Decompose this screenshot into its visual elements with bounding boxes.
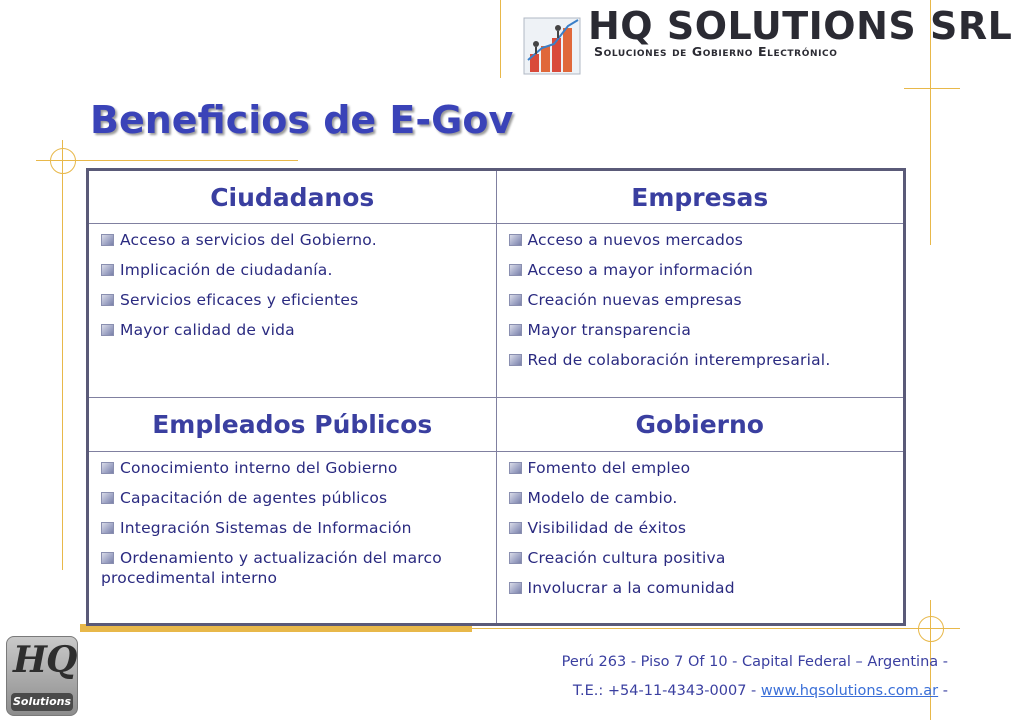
- benefit-text: Integración Sistemas de Información: [120, 519, 412, 537]
- hq-solutions-logo: [6, 636, 78, 716]
- benefit-list-ciudadanos: [101, 230, 486, 340]
- footer-contact: [573, 683, 948, 699]
- benefit-list-empresas: [509, 230, 894, 370]
- column-heading-ciudadanos: Ciudadanos: [88, 170, 497, 224]
- benefit-text: Acceso a mayor información: [527, 261, 753, 279]
- crosshair-decoration-left: [48, 146, 78, 176]
- benefit-text: Red de colaboración interempresarial.: [527, 351, 831, 369]
- list-item: [101, 458, 486, 478]
- page-title: Beneficios de E-Gov: [90, 98, 514, 142]
- footer-dash: -: [942, 683, 948, 699]
- list-item: [509, 548, 894, 568]
- list-item: [509, 230, 894, 250]
- bullet-icon: [509, 324, 522, 336]
- logo-hq-text: HQ: [13, 639, 77, 681]
- list-item: [101, 320, 486, 340]
- brand-title: HQ SOLUTIONS SRL: [588, 4, 1012, 48]
- list-item: [509, 578, 894, 598]
- benefit-list-empleados: [101, 458, 486, 588]
- table-header-row: [88, 170, 905, 224]
- decor-line-left-vertical: [62, 140, 63, 570]
- benefit-text: Creación cultura positiva: [527, 549, 726, 567]
- list-item: [509, 488, 894, 508]
- list-item: [509, 260, 894, 280]
- bullet-icon: [101, 552, 114, 564]
- benefit-text: Mayor transparencia: [527, 321, 692, 339]
- benefits-table: [86, 168, 906, 626]
- brand-subtitle: Soluciones de Gobierno Electrónico: [594, 44, 838, 59]
- benefit-text: Implicación de ciudadanía.: [120, 261, 333, 279]
- table-row: [88, 452, 905, 625]
- bullet-icon: [509, 264, 522, 276]
- bullet-icon: [509, 492, 522, 504]
- list-item: [101, 230, 486, 250]
- benefit-text: Conocimiento interno del Gobierno: [120, 459, 398, 477]
- bullet-icon: [101, 324, 114, 336]
- cell-empresas: [496, 224, 905, 398]
- bullet-icon: [509, 234, 522, 246]
- benefit-text: Mayor calidad de vida: [120, 321, 295, 339]
- list-item: [509, 350, 894, 370]
- bullet-icon: [101, 294, 114, 306]
- cell-ciudadanos: [88, 224, 497, 398]
- bullet-icon: [101, 462, 114, 474]
- column-heading-gobierno: Gobierno: [496, 398, 905, 452]
- list-item: [101, 518, 486, 538]
- column-heading-empleados-publicos: Empleados Públicos: [88, 398, 497, 452]
- list-item: [509, 290, 894, 310]
- list-item: [101, 488, 486, 508]
- brand-header: [522, 4, 1012, 80]
- footer-address: Perú 263 - Piso 7 Of 10 - Capital Federal – Argentina -: [561, 654, 948, 670]
- cell-gobierno: [496, 452, 905, 625]
- list-item: [509, 320, 894, 340]
- decor-line-top-vertical: [500, 0, 501, 78]
- list-item: [101, 290, 486, 310]
- list-item: [101, 548, 486, 588]
- benefit-text: Acceso a servicios del Gobierno.: [120, 231, 377, 249]
- bullet-icon: [509, 462, 522, 474]
- list-item: [509, 458, 894, 478]
- benefit-text: Visibilidad de éxitos: [527, 519, 687, 537]
- decor-line-right-horizontal: [904, 88, 960, 89]
- logo-solutions-text: Solutions: [11, 693, 73, 711]
- list-item: [101, 260, 486, 280]
- list-item: [509, 518, 894, 538]
- bullet-icon: [101, 522, 114, 534]
- benefit-text: Acceso a nuevos mercados: [527, 231, 744, 249]
- crosshair-decoration-right: [916, 614, 946, 644]
- climbing-graph-icon: [522, 4, 584, 76]
- bullet-icon: [509, 582, 522, 594]
- footer-phone: T.E.: +54-11-4343-0007 -: [572, 683, 757, 699]
- benefit-list-gobierno: [509, 458, 894, 598]
- cell-empleados-publicos: [88, 452, 497, 625]
- benefit-text: Modelo de cambio.: [527, 489, 678, 507]
- benefit-text: Creación nuevas empresas: [527, 291, 742, 309]
- benefit-text: Ordenamiento y actualización del marco procedimental interno: [101, 549, 442, 587]
- column-heading-empresas: Empresas: [496, 170, 905, 224]
- bullet-icon: [509, 522, 522, 534]
- bullet-icon: [509, 354, 522, 366]
- bullet-icon: [509, 294, 522, 306]
- website-link[interactable]: www.hqsolutions.com.ar: [760, 683, 939, 699]
- benefit-text: Servicios eficaces y eficientes: [120, 291, 359, 309]
- benefit-text: Involucrar a la comunidad: [527, 579, 735, 597]
- benefit-text: Fomento del empleo: [527, 459, 691, 477]
- table-header-row: [88, 398, 905, 452]
- benefit-text: Capacitación de agentes públicos: [120, 489, 388, 507]
- bullet-icon: [101, 264, 114, 276]
- bullet-icon: [101, 492, 114, 504]
- bullet-icon: [509, 552, 522, 564]
- table-row: [88, 224, 905, 398]
- bullet-icon: [101, 234, 114, 246]
